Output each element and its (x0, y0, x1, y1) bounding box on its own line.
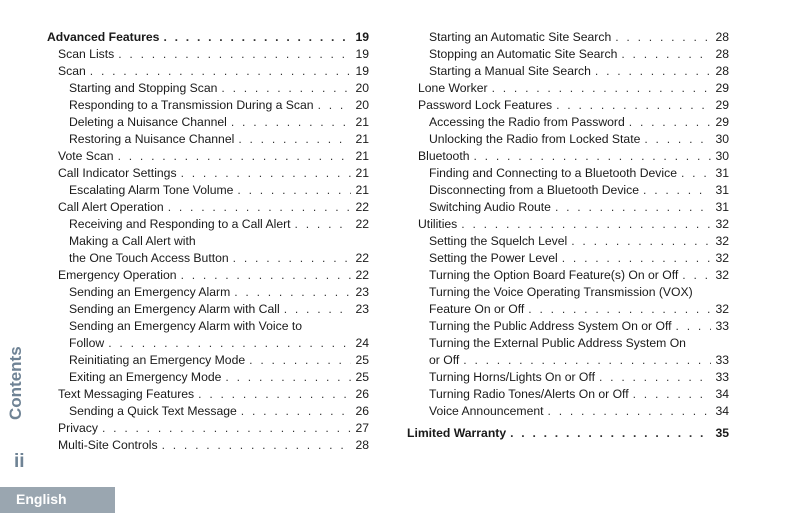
section-label: Contents (6, 346, 25, 420)
toc-entry-title: Accessing the Radio from Password (429, 115, 625, 129)
toc-entry-page: 33 (715, 319, 729, 333)
toc-entry-title: Sending a Quick Text Message (69, 404, 237, 418)
dot-leader (474, 148, 712, 165)
toc-entry-title: Multi-Site Controls (58, 438, 158, 452)
toc-entry[interactable] (47, 97, 369, 114)
toc-entry-title: Scan (58, 64, 86, 78)
toc-entry-page: 22 (355, 251, 369, 265)
dot-leader (237, 182, 351, 199)
dot-leader (181, 165, 352, 182)
toc-entry[interactable] (47, 420, 369, 437)
toc-entry-page: 29 (715, 81, 729, 95)
toc-entry-page: 32 (715, 251, 729, 265)
toc-entry-title: Setting the Power Level (429, 251, 558, 265)
toc-entry[interactable] (407, 46, 729, 63)
toc-entry-page: 32 (715, 217, 729, 231)
toc-entry[interactable] (47, 216, 369, 233)
toc-entry[interactable] (47, 403, 369, 420)
toc-entry-page: 19 (355, 47, 369, 61)
toc-entry[interactable] (47, 199, 369, 216)
toc-entry-page: 31 (715, 183, 729, 197)
toc-entry-title: Finding and Connecting to a Bluetooth Device (429, 166, 677, 180)
toc-entry-page: 28 (715, 47, 729, 61)
dot-leader (238, 131, 351, 148)
toc-entry-page: 30 (715, 149, 729, 163)
toc-entry-title: Follow (69, 336, 105, 350)
dot-leader (615, 29, 711, 46)
toc-entry[interactable] (407, 182, 729, 199)
toc-entry[interactable] (407, 369, 729, 386)
toc-entry[interactable] (47, 369, 369, 386)
toc-entry-title: Turning Radio Tones/Alerts On or Off (429, 387, 629, 401)
toc-entry-title: Utilities (418, 217, 458, 231)
toc-entry-title: Stopping an Automatic Site Search (429, 47, 618, 61)
toc-entry-title: Lone Worker (418, 81, 488, 95)
dot-leader (556, 97, 711, 114)
dot-leader (241, 403, 352, 420)
toc-entry[interactable] (407, 114, 729, 131)
toc-entry[interactable] (47, 233, 369, 267)
toc-entry[interactable] (47, 318, 369, 352)
dot-leader (284, 301, 352, 318)
toc-entry[interactable] (407, 403, 729, 420)
dot-leader (463, 352, 711, 369)
toc-entry[interactable] (47, 165, 369, 182)
toc-entry-title: Deleting a Nuisance Channel (69, 115, 227, 129)
toc-entry-page: 34 (715, 387, 729, 401)
toc-entry-page: 24 (355, 336, 369, 350)
language-label: English (16, 491, 67, 507)
toc-entry[interactable] (407, 233, 729, 250)
toc-entry-title: Restoring a Nuisance Channel (69, 132, 235, 146)
dot-leader (168, 199, 352, 216)
toc-entry-title-line1: Sending an Emergency Alarm with Voice to (69, 319, 303, 333)
dot-leader (118, 148, 352, 165)
toc-entry-page: 31 (715, 200, 729, 214)
toc-entry-page: 27 (355, 421, 369, 435)
toc-entry-page: 29 (715, 98, 729, 112)
toc-entry-title-line1: Turning the External Public Address System On (429, 336, 686, 350)
toc-entry[interactable] (407, 29, 729, 46)
toc-entry[interactable] (407, 63, 729, 80)
toc-entry-title: Sending an Emergency Alarm (69, 285, 231, 299)
toc-entry-page: 23 (355, 302, 369, 316)
toc-entry-title: Unlocking the Radio from Locked State (429, 132, 641, 146)
toc-entry-page: 25 (355, 370, 369, 384)
toc-right-column (407, 29, 729, 442)
dot-leader (102, 420, 351, 437)
toc-entry-title: Password Lock Features (418, 98, 553, 112)
toc-entry-page: 20 (355, 81, 369, 95)
toc-entry[interactable] (407, 216, 729, 233)
dot-leader (249, 352, 351, 369)
dot-leader (595, 63, 712, 80)
dot-leader (633, 386, 712, 403)
toc-entry[interactable] (407, 386, 729, 403)
dot-leader (461, 216, 711, 233)
toc-entry-title: Scan Lists (58, 47, 115, 61)
toc-entry-page: 21 (355, 166, 369, 180)
toc-entry-title: Escalating Alarm Tone Volume (69, 183, 234, 197)
toc-entry-title: Starting and Stopping Scan (69, 81, 218, 95)
dot-leader (682, 267, 711, 284)
toc-entry-page: 26 (355, 404, 369, 418)
toc-entry[interactable] (47, 114, 369, 131)
toc-entry-title: Emergency Operation (58, 268, 177, 282)
dot-leader (571, 233, 711, 250)
toc-entry-page: 33 (715, 370, 729, 384)
toc-entry-title: Text Messaging Features (58, 387, 195, 401)
dot-leader (629, 114, 712, 131)
toc-entry-title: Call Alert Operation (58, 200, 164, 214)
dot-leader (198, 386, 351, 403)
toc-entry-page: 25 (355, 353, 369, 367)
dot-leader (562, 250, 712, 267)
dot-leader (318, 97, 352, 114)
toc-entry[interactable] (407, 131, 729, 148)
toc-entry-title: Turning the Option Board Feature(s) On or Off (429, 268, 679, 282)
toc-entry[interactable] (407, 165, 729, 182)
dot-leader (234, 284, 351, 301)
toc-entry-page: 26 (355, 387, 369, 401)
toc-entry-title: Turning the Public Address System On or Off (429, 319, 672, 333)
dot-leader (90, 63, 352, 80)
toc-entry-title: Bluetooth (418, 149, 470, 163)
dot-leader (599, 369, 711, 386)
toc-entry-page: 32 (715, 234, 729, 248)
toc-entry-title: Vote Scan (58, 149, 114, 163)
dot-leader (108, 335, 351, 352)
dot-leader (492, 80, 712, 97)
dot-leader (528, 301, 711, 318)
toc-entry-title-line1: Turning the Voice Operating Transmission (VOX) (429, 285, 693, 299)
toc-entry-page: 22 (355, 200, 369, 214)
toc-entry[interactable] (47, 437, 369, 454)
toc-entry-title: Limited Warranty (407, 426, 507, 440)
dot-leader (555, 199, 711, 216)
toc-entry-page: 33 (715, 353, 729, 367)
toc-entry-page: 21 (355, 183, 369, 197)
dot-leader (225, 369, 351, 386)
toc-entry-page: 28 (715, 30, 729, 44)
toc-entry[interactable] (47, 284, 369, 301)
toc-entry-page: 22 (355, 217, 369, 231)
toc-entry-title: Starting a Manual Site Search (429, 64, 591, 78)
dot-leader (621, 46, 711, 63)
language-tab (0, 487, 115, 513)
dot-leader (548, 403, 712, 420)
toc-entry-page: 28 (355, 438, 369, 452)
dot-leader (233, 250, 352, 267)
toc-entry-title: Exiting an Emergency Mode (69, 370, 222, 384)
dot-leader (644, 131, 711, 148)
toc-entry-page: 32 (715, 302, 729, 316)
toc-entry[interactable] (407, 284, 729, 318)
dot-leader (681, 165, 711, 182)
toc-entry-page: 21 (355, 149, 369, 163)
toc-entry-page: 35 (715, 426, 729, 440)
toc-entry[interactable] (407, 335, 729, 369)
toc-entry[interactable] (47, 301, 369, 318)
toc-entry-page: 23 (355, 285, 369, 299)
toc-entry-page: 32 (715, 268, 729, 282)
toc-entry[interactable] (407, 148, 729, 165)
toc-entry[interactable] (47, 386, 369, 403)
toc-entry-page: 19 (355, 30, 369, 44)
toc-entry-title: Advanced Features (47, 30, 160, 44)
toc-entry-title-line1: Making a Call Alert with (69, 234, 196, 248)
toc-entry-title: Starting an Automatic Site Search (429, 30, 612, 44)
toc-entry-page: 28 (715, 64, 729, 78)
toc-entry[interactable] (47, 267, 369, 284)
dot-leader (162, 437, 352, 454)
toc-entry[interactable] (407, 97, 729, 114)
toc-entry[interactable] (407, 425, 729, 442)
toc-entry[interactable] (407, 80, 729, 97)
dot-leader (510, 425, 711, 442)
toc-entry-page: 29 (715, 115, 729, 129)
toc-entry-title: Receiving and Responding to a Call Alert (69, 217, 291, 231)
toc-entry-title: Responding to a Transmission During a Scan (69, 98, 314, 112)
toc-entry-title: Switching Audio Route (429, 200, 551, 214)
toc-entry[interactable] (407, 250, 729, 267)
dot-leader (231, 114, 352, 131)
toc-entry[interactable] (407, 267, 729, 284)
dot-leader (295, 216, 352, 233)
toc-entry[interactable] (407, 199, 729, 216)
page-number: ii (14, 451, 25, 472)
dot-leader (221, 80, 351, 97)
toc-entry[interactable] (407, 318, 729, 335)
toc-entry-title: Privacy (58, 421, 98, 435)
toc-entry-page: 22 (355, 268, 369, 282)
toc-entry-title: Voice Announcement (429, 404, 544, 418)
toc-entry-title: Sending an Emergency Alarm with Call (69, 302, 280, 316)
dot-leader (163, 29, 351, 46)
toc-entry[interactable] (47, 131, 369, 148)
toc-entry-page: 21 (355, 132, 369, 146)
toc-left-column (47, 29, 369, 454)
dot-leader (676, 318, 712, 335)
toc-entry[interactable] (47, 80, 369, 97)
toc-entry[interactable] (47, 352, 369, 369)
toc-entry-page: 19 (355, 64, 369, 78)
toc-entry-title: the One Touch Access Button (69, 251, 229, 265)
toc-entry-title: Turning Horns/Lights On or Off (429, 370, 595, 384)
dot-leader (643, 182, 711, 199)
toc-entry-page: 34 (715, 404, 729, 418)
toc-entry[interactable] (47, 29, 369, 46)
toc-entry-title: Reinitiating an Emergency Mode (69, 353, 246, 367)
toc-entry-title: Feature On or Off (429, 302, 525, 316)
toc-entry-page: 20 (355, 98, 369, 112)
toc-entry-page: 30 (715, 132, 729, 146)
toc-entry[interactable] (47, 46, 369, 63)
toc-entry-page: 31 (715, 166, 729, 180)
toc-entry-title: or Off (429, 353, 460, 367)
toc-entry-title: Setting the Squelch Level (429, 234, 568, 248)
dot-leader (118, 46, 351, 63)
toc-entry[interactable] (47, 182, 369, 199)
toc-entry-title: Disconnecting from a Bluetooth Device (429, 183, 640, 197)
toc-entry-page: 21 (355, 115, 369, 129)
dot-leader (181, 267, 352, 284)
toc-entry-title: Call Indicator Settings (58, 166, 177, 180)
toc-entry[interactable] (47, 63, 369, 80)
toc-entry[interactable] (47, 148, 369, 165)
